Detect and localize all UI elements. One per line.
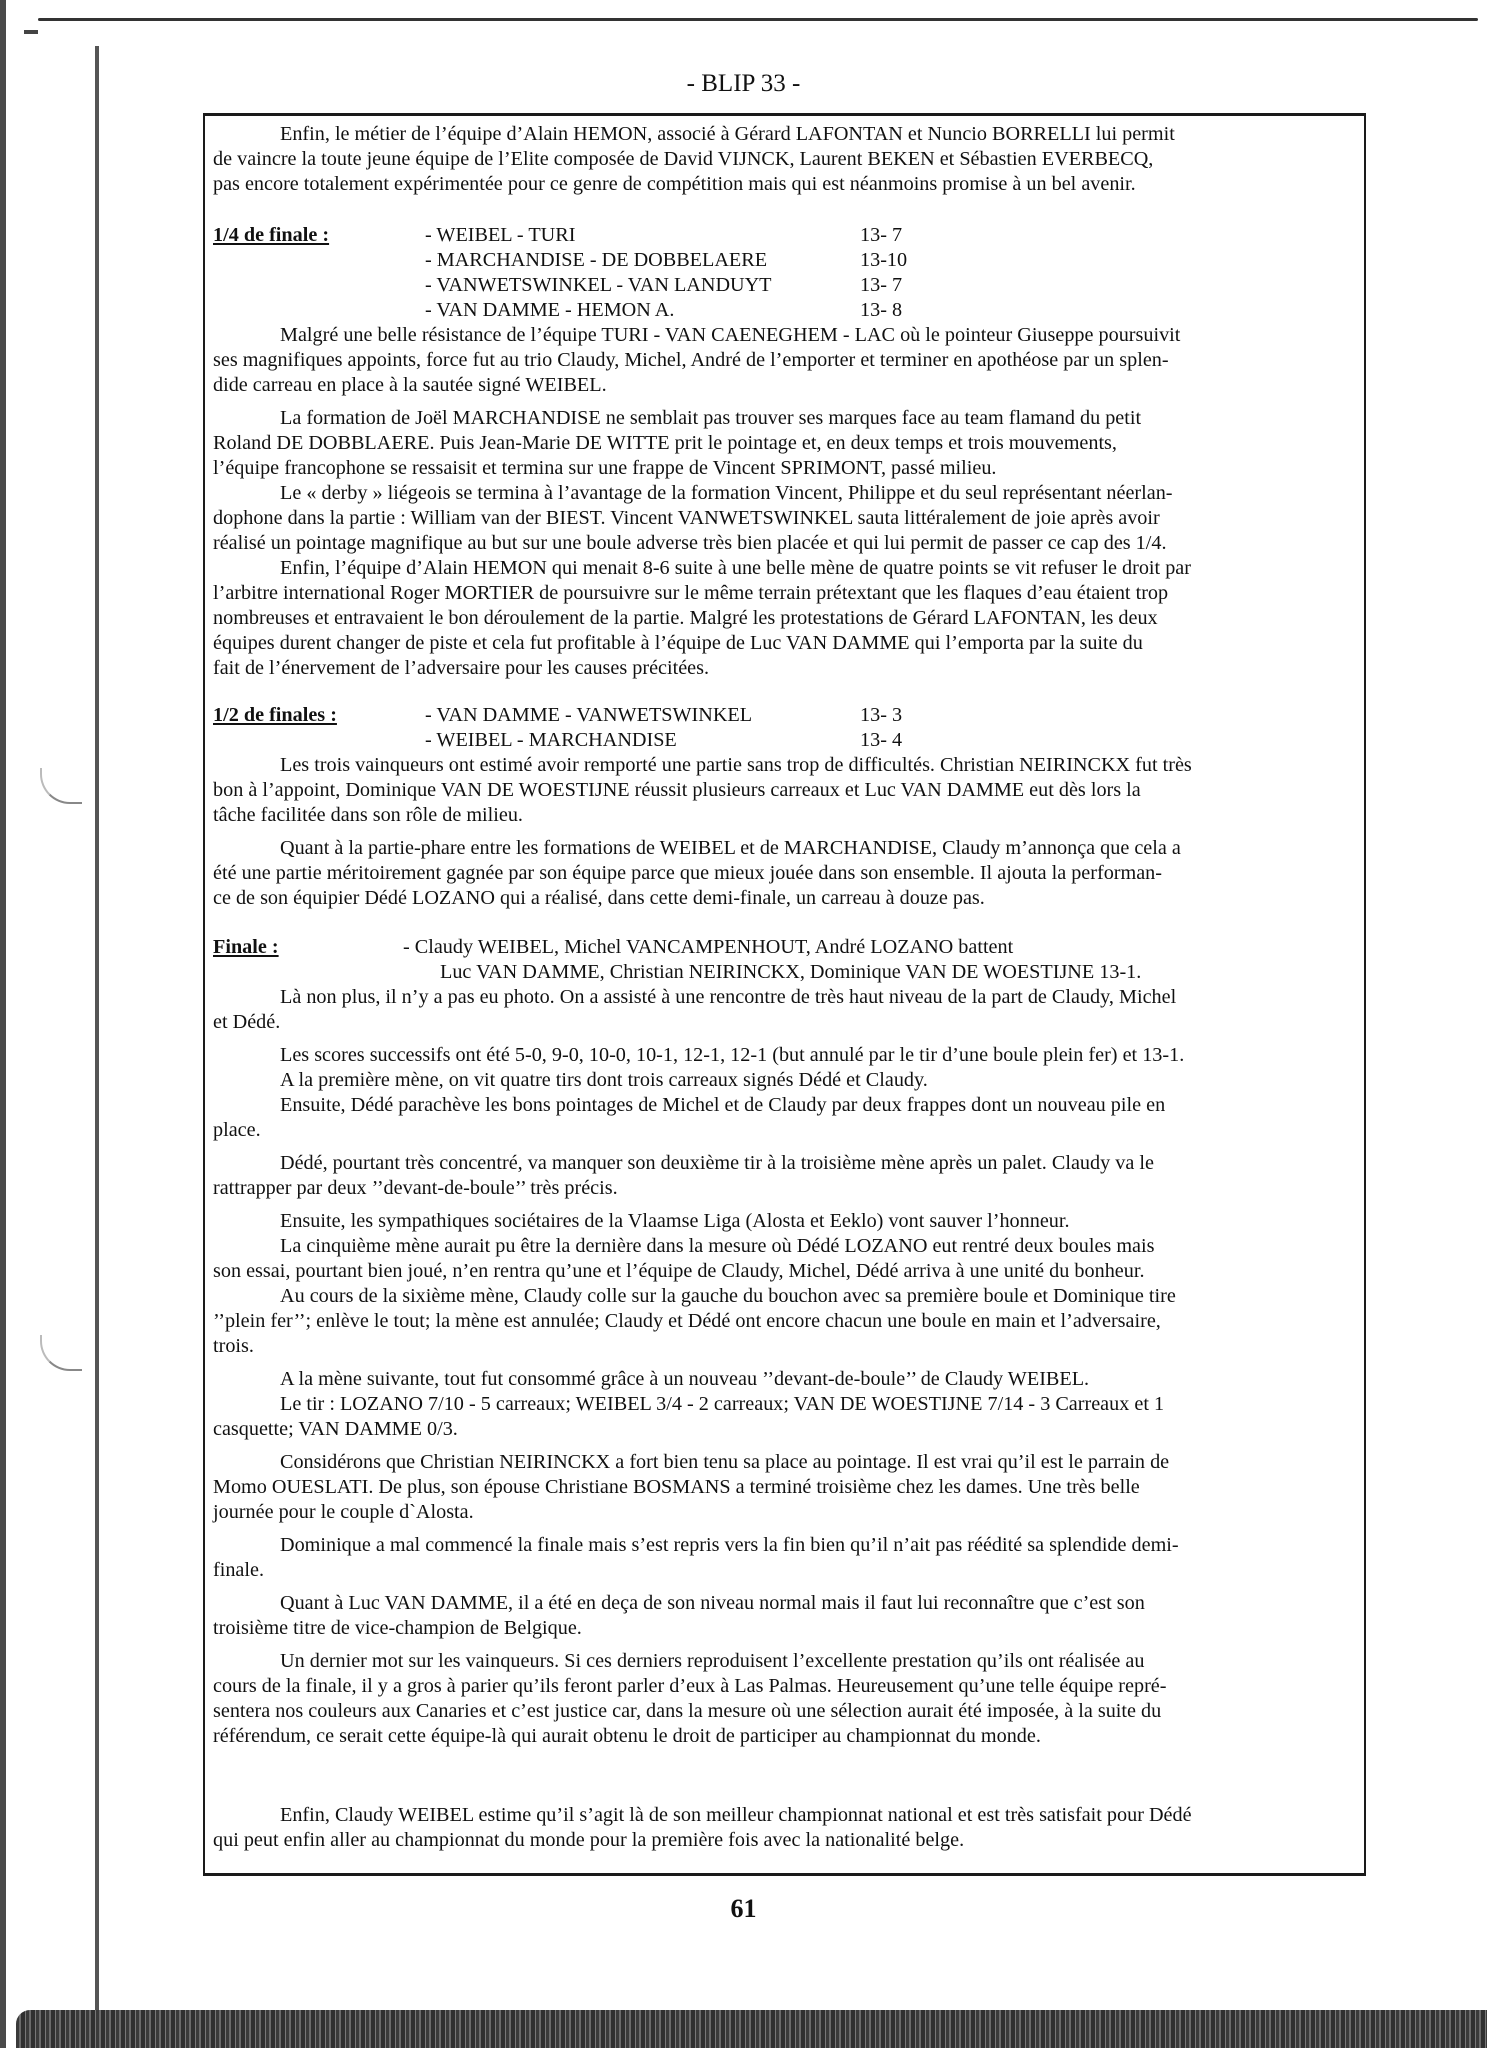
final-result-line: - Claudy WEIBEL, Michel VANCAMPENHOUT, André LOZANO battent [403, 936, 1014, 958]
paragraph-line: fait de l’énervement de l’adversaire pour les causes précitées. [213, 657, 710, 679]
paragraph-line: dide carreau en place à la sautée signé WEIBEL. [213, 374, 607, 396]
paragraph-line: Ensuite, les sympathiques sociétaires de la Vlaamse Liga (Alosta et Eeklo) vont sauver l’honneur. [280, 1210, 1070, 1232]
section-label-semi-finals: 1/2 de finales : [213, 704, 337, 726]
scan-top-rule [38, 18, 1478, 21]
paragraph-line: troisième titre de vice-champion de Belgique. [213, 1617, 582, 1639]
paragraph-line: Un dernier mot sur les vainqueurs. Si ces derniers reproduisent l’excellente prestation qu’ils ont réalisée au [280, 1650, 1145, 1672]
paragraph-line: Là non plus, il n’y a pas eu photo. On a assisté à une rencontre de très haut niveau de la part de Claudy, Michel [280, 986, 1177, 1008]
paragraph-line: Quant à Luc VAN DAMME, il a été en deça de son niveau normal mais il faut lui reconnaître que c’est son [280, 1592, 1145, 1614]
paragraph-line: La formation de Joël MARCHANDISE ne semblait pas trouver ses marques face au team flamand du petit [280, 407, 1142, 429]
paragraph-line: casquette; VAN DAMME 0/3. [213, 1418, 458, 1440]
paragraph-line: nombreuses et entravaient le bon déroulement de la partie. Malgré les protestations de Gérard LAFONTAN, les deux [213, 607, 1158, 629]
paragraph-line: dophone dans la partie : William van der BIEST. Vincent VANWETSWINKEL sauta littéralement de joie après avoir [213, 507, 1160, 529]
scan-top-mark [24, 30, 38, 34]
section-label-quarter-finals: 1/4 de finale : [213, 224, 330, 246]
paragraph-line: sentera nos couleurs aux Canaries et c’est justice car, dans la mesure où une sélection aurait été imposée, à la suite du [213, 1700, 1162, 1722]
paragraph-line: Malgré une belle résistance de l’équipe TURI - VAN CAENEGHEM - LAC où le pointeur Giuseppe poursuivit [280, 324, 1181, 346]
binding-line [95, 46, 99, 2038]
paragraph-line: qui peut enfin aller au championnat du monde pour la première fois avec la nationalité belge. [213, 1829, 965, 1851]
section-label-final: Finale : [213, 936, 279, 958]
paragraph-line: ce de son équipier Dédé LOZANO qui a réalisé, dans cette demi-finale, un carreau à douze pas. [213, 887, 985, 909]
paragraph-line: pas encore totalement expérimentée pour ce genre de compétition mais qui est néanmoins promise à un bel avenir. [213, 173, 1136, 195]
match-score: 13- 3 [860, 704, 903, 726]
scan-left-edge [0, 0, 6, 2048]
match-score: 13- 4 [860, 729, 903, 751]
match-score: 13-10 [860, 249, 908, 271]
match-score: 13- 7 [860, 224, 903, 246]
paragraph-line: Les scores successifs ont été 5-0, 9-0, 10-0, 10-1, 12-1, 12-1 (but annulé par le tir d’une boule plein fer) et 13-1. [280, 1044, 1185, 1066]
final-result-line: Luc VAN DAMME, Christian NEIRINCKX, Dominique VAN DE WOESTIJNE 13-1. [440, 961, 1142, 983]
paragraph-line: La cinquième mène aurait pu être la dernière dans la mesure où Dédé LOZANO eut rentré deux boules mais [280, 1235, 1155, 1257]
match-teams: - WEIBEL - TURI [425, 224, 576, 246]
paragraph-line: rattrapper par deux ’’devant-de-boule’’ très précis. [213, 1177, 618, 1199]
paragraph-line: Roland DE DOBBLAERE. Puis Jean-Marie DE WITTE prit le pointage et, en deux temps et trois mouvements, [213, 432, 1117, 454]
paragraph-line: place. [213, 1119, 261, 1141]
paragraph-line: ’’plein fer’’; enlève le tout; la mène est annulée; Claudy et Dédé ont encore chacun une boule en main et l’adversaire, [213, 1310, 1161, 1332]
paragraph-line: son essai, pourtant bien joué, n’en rentra qu’une et l’équipe de Claudy, Michel, Dédé arriva à une unité du bonheur. [213, 1260, 1145, 1282]
paragraph-line: et Dédé. [213, 1011, 281, 1033]
punch-hole [40, 768, 82, 804]
paragraph-line: été une partie méritoirement gagnée par son équipe parce que mieux jouée dans son ensemble. Il ajouta la performan- [213, 862, 1162, 884]
paragraph-line: cours de la finale, il y a gros à parier qu’ils feront parler d’eux à Las Palmas. Heureusement qu’une telle équipe repré- [213, 1675, 1167, 1697]
match-teams: - VAN DAMME - HEMON A. [425, 299, 675, 321]
match-teams: - VANWETSWINKEL - VAN LANDUYT [425, 274, 772, 296]
paragraph-line: référendum, ce serait cette équipe-là qui aurait obtenu le droit de participer au championnat du monde. [213, 1725, 1041, 1747]
paragraph-line: Dédé, pourtant très concentré, va manquer son deuxième tir à la troisième mène après un palet. Claudy va le [280, 1152, 1154, 1174]
paragraph-line: Ensuite, Dédé parachève les bons pointages de Michel et de Claudy par deux frappes dont un nouveau pile en [280, 1094, 1166, 1116]
page-number: 61 [730, 1894, 757, 1923]
paragraph-line: l’arbitre international Roger MORTIER de poursuivre sur le même terrain prétextant que les flaques d’eau étaient trop [213, 582, 1169, 604]
paragraph-line: l’équipe francophone se ressaisit et termina sur une frappe de Vincent SPRIMONT, passé milieu. [213, 457, 997, 479]
match-score: 13- 8 [860, 299, 903, 321]
paragraph-line: Enfin, Claudy WEIBEL estime qu’il s’agit là de son meilleur championnat national et est très satisfait pour Dédé [280, 1804, 1192, 1826]
paragraph-line: Enfin, le métier de l’équipe d’Alain HEMON, associé à Gérard LAFONTAN et Nuncio BORRELLI lui permit [280, 123, 1175, 145]
paragraph-line: trois. [213, 1335, 254, 1357]
match-teams: - WEIBEL - MARCHANDISE [425, 729, 677, 751]
page-header-title: - BLIP 33 - [686, 70, 801, 97]
punch-hole [40, 1335, 82, 1371]
paragraph-line: Le « derby » liégeois se termina à l’avantage de la formation Vincent, Philippe et du seul représentant néerlan- [280, 482, 1173, 504]
paragraph-line: Considérons que Christian NEIRINCKX a fort bien tenu sa place au pointage. Il est vrai qu’il est le parrain de [280, 1451, 1170, 1473]
paragraph-line: tâche facilitée dans son rôle de milieu. [213, 804, 523, 826]
match-score: 13- 7 [860, 274, 903, 296]
paragraph-line: Dominique a mal commencé la finale mais s’est repris vers la fin bien qu’il n’ait pas réédité sa splendide demi- [280, 1534, 1179, 1556]
paragraph-line: finale. [213, 1559, 265, 1581]
paragraph-line: bon à l’appoint, Dominique VAN DE WOESTIJNE réussit plusieurs carreaux et Luc VAN DAMME eut dès lors la [213, 779, 1141, 801]
paragraph-line: Au cours de la sixième mène, Claudy colle sur la gauche du bouchon avec sa première boule et Dominique tire [280, 1285, 1176, 1307]
match-teams: - VAN DAMME - VANWETSWINKEL [425, 704, 753, 726]
paragraph-line: journée pour le couple d`Alosta. [213, 1501, 474, 1523]
match-teams: - MARCHANDISE - DE DOBBELAERE [425, 249, 768, 271]
paragraph-line: de vaincre la toute jeune équipe de l’Elite composée de David VIJNCK, Laurent BEKEN et Sébastien EVERBECQ, [213, 148, 1154, 170]
paragraph-line: réalisé un pointage magnifique au but sur une boule adverse très bien placée et qui lui permit de passer ce cap des 1/4. [213, 532, 1167, 554]
paragraph-line: Momo OUESLATI. De plus, son épouse Christiane BOSMANS a terminé troisième chez les dames. Une très belle [213, 1476, 1140, 1498]
paragraph-line: Enfin, l’équipe d’Alain HEMON qui menait 8-6 suite à une belle mène de quatre points se vit refuser le droit par [280, 557, 1191, 579]
paragraph-line: Les trois vainqueurs ont estimé avoir remporté une partie sans trop de difficultés. Christian NEIRINCKX fut très [280, 754, 1192, 776]
paragraph-line: A la mène suivante, tout fut consommé grâce à un nouveau ’’devant-de-boule’’ de Claudy WEIBEL. [280, 1368, 1090, 1390]
scan-bottom-edge [16, 2010, 1487, 2048]
paragraph-line: Quant à la partie-phare entre les formations de WEIBEL et de MARCHANDISE, Claudy m’annonça que cela a [280, 837, 1181, 859]
paragraph-line: A la première mène, on vit quatre tirs dont trois carreaux signés Dédé et Claudy. [280, 1069, 928, 1091]
paragraph-line: ses magnifiques appoints, force fut au trio Claudy, Michel, André de l’emporter et terminer en apothéose par un splen- [213, 349, 1169, 371]
paragraph-line: équipes durent changer de piste et cela fut profitable à l’équipe de Luc VAN DAMME qui l’emporta par la suite du [213, 632, 1143, 654]
paragraph-line: Le tir : LOZANO 7/10 - 5 carreaux; WEIBEL 3/4 - 2 carreaux; VAN DE WOESTIJNE 7/14 - 3 Carreaux et 1 [280, 1393, 1165, 1415]
